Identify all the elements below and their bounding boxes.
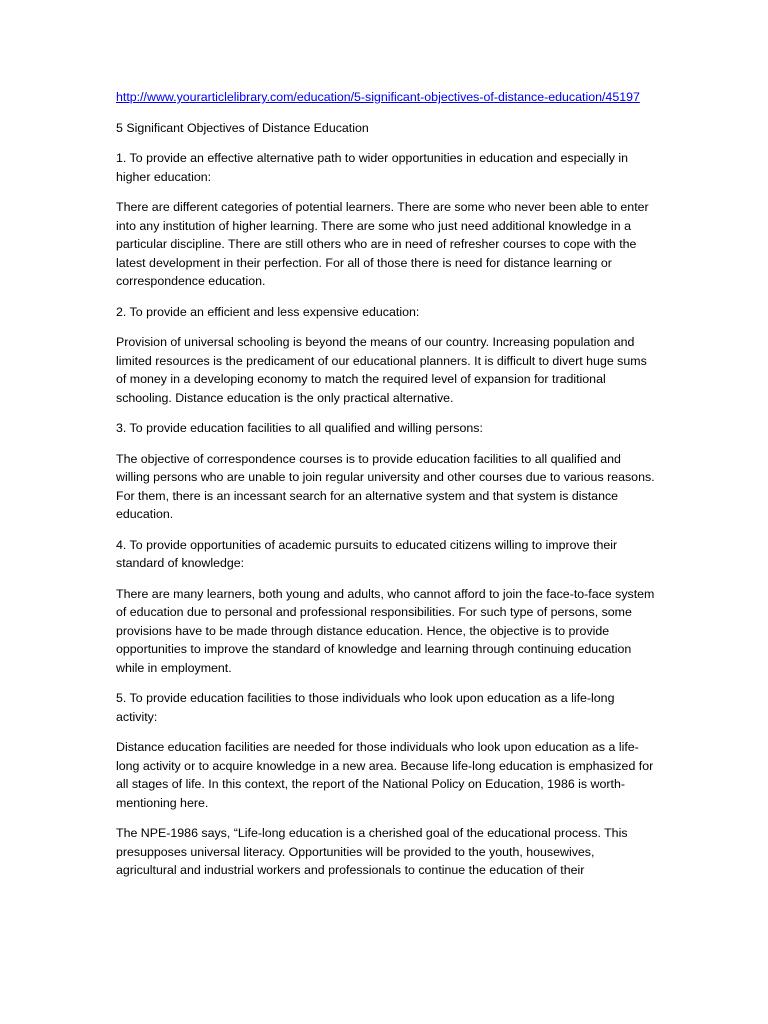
source-link[interactable]: http://www.yourarticlelibrary.com/education/5-significant-objectives-of-distance-education/45197 <box>116 90 640 104</box>
section-4-heading: 4. To provide opportunities of academic pursuits to educated citizens willing to improve their standard of knowledge: <box>116 537 618 570</box>
section-4-body: There are many learners, both young and adults, who cannot afford to join the face-to-face system of education due to personal and professional responsibilities. For such type of persons, some provisions have to be made through distance education. Hence, the objective is to provide opportunities to improve the standard of knowledge and learning through continuing education while in employment. <box>116 586 655 675</box>
section-5-body: Distance education facilities are needed for those individuals who look upon education as a life-long activity or to acquire knowledge in a new area. Because life-long education is emphasized for all stages of life. In this context, the report of the National Policy on Education, 1986 is worth- mentioning here. <box>116 740 654 810</box>
closing-paragraph: The NPE-1986 says, “Life-long education is a cherished goal of the educational process. This presupposes universal literacy. Opportunities will be provided to the youth, housewives, agricultural and industrial workers and professionals to continue the education of their <box>116 826 628 877</box>
section-2-body: Provision of universal schooling is beyond the means of our country. Increasing population and limited resources is the predicament of our educational planners. It is difficult to divert huge sums of money in a developing economy to match the required level of expansion for traditional schooling. Distance education is the only practical alternative. <box>116 335 647 405</box>
section-2-heading: 2. To provide an efficient and less expensive education: <box>116 304 420 319</box>
section-1-body: There are different categories of potential learners. There are some who never been able to enter into any institution of higher learning. There are some who just need additional knowledge in a particular discipline. There are still others who are in need of refresher courses to cope with the latest development in their perfection. For all of those there is need for distance learning or correspondence education. <box>116 200 649 288</box>
section-3-heading: 3. To provide education facilities to all qualified and willing persons: <box>116 421 483 435</box>
document-title: 5 Significant Objectives of Distance Education <box>116 120 369 135</box>
section-1-heading: 1. To provide an effective alternative path to wider opportunities in education and especially in higher education: <box>116 151 629 184</box>
section-3-body: The objective of correspondence courses is to provide education facilities to all qualified and willing persons who are unable to join regular university and other courses due to various reasons. For them, there is an incessant search for an alternative system and that system is distance education. <box>116 451 655 521</box>
section-5-heading: 5. To provide education facilities to those individuals who look upon education as a life-long activity: <box>116 691 615 724</box>
